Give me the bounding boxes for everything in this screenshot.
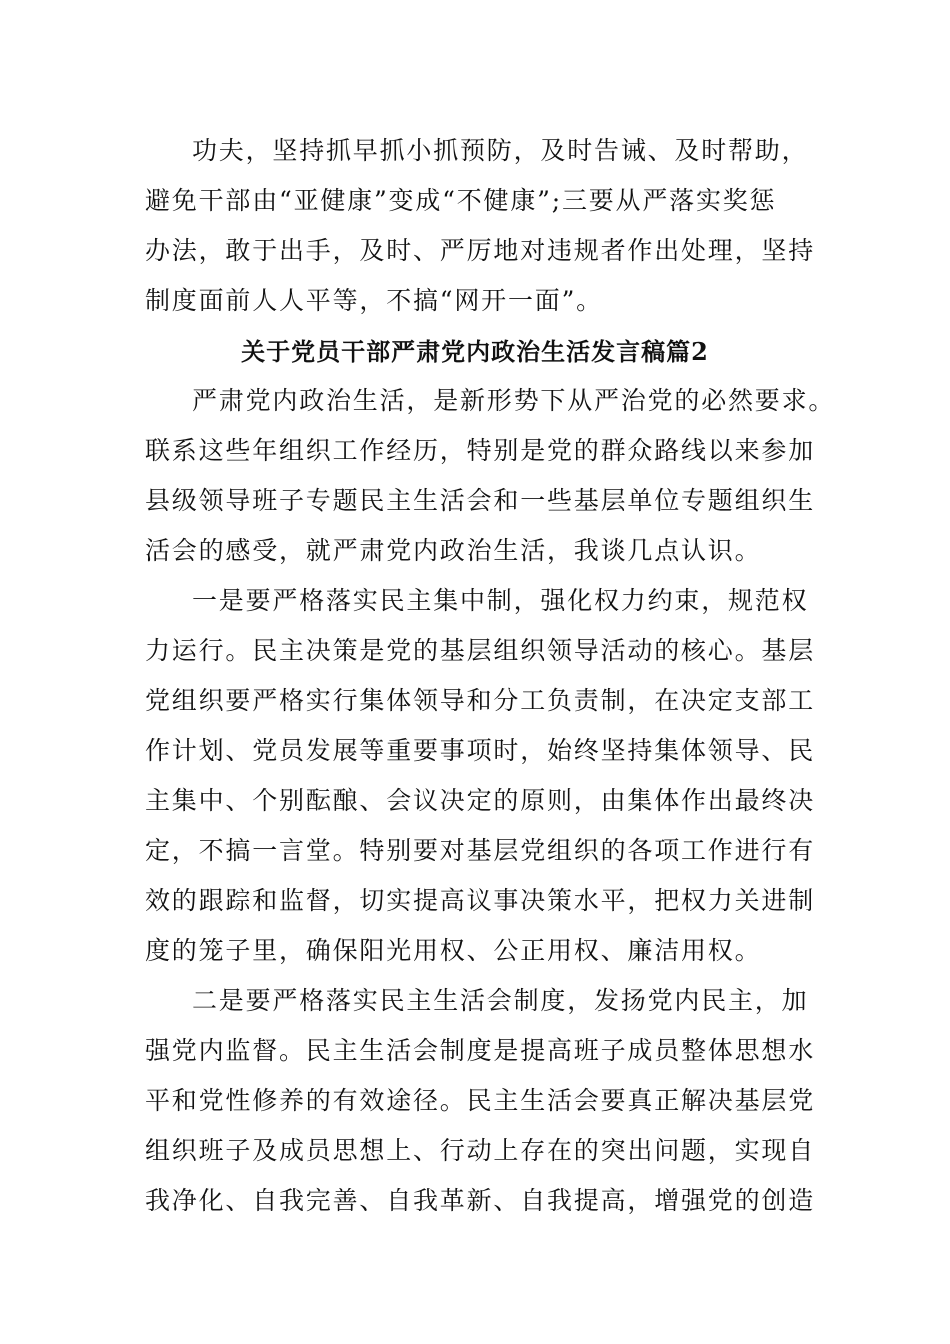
text-line: 县级领导班子专题民主生活会和一些基层单位专题组织生 bbox=[145, 486, 816, 515]
text-line: 主集中、个别酝酿、会议决定的原则，由集体作出最终决 bbox=[145, 786, 816, 815]
text-line: 定，不搞一言堂。特别要对基层党组织的各项工作进行有 bbox=[145, 836, 816, 865]
text-line: 一是要严格落实民主集中制，强化权力约束，规范权 bbox=[192, 586, 809, 615]
text-line: 平和党性修养的有效途径。民主生活会要真正解决基层党 bbox=[145, 1086, 816, 1115]
text-line: 组织班子及成员思想上、行动上存在的突出问题，实现自 bbox=[145, 1136, 816, 1165]
text-line: 力运行。民主决策是党的基层组织领导活动的核心。基层 bbox=[145, 636, 816, 665]
text-line: 效的跟踪和监督，切实提高议事决策水平，把权力关进制 bbox=[145, 886, 816, 915]
text-line: 功夫，坚持抓早抓小抓预防，及时告诫、及时帮助， bbox=[192, 136, 809, 165]
text-line: 严肃党内政治生活，是新形势下从严治党的必然要求。 bbox=[192, 386, 836, 415]
text-line: 作计划、党员发展等重要事项时，始终坚持集体领导、民 bbox=[145, 736, 816, 765]
text-line: 联系这些年组织工作经历，特别是党的群众路线以来参加 bbox=[145, 436, 816, 465]
text-line: 度的笼子里，确保阳光用权、公正用权、廉洁用权。 bbox=[145, 936, 762, 965]
text-line: 二是要严格落实民主生活会制度，发扬党内民主，加 bbox=[192, 986, 809, 1015]
text-line: 制度面前人人平等，不搞“网开一面”。 bbox=[145, 286, 603, 315]
section-title: 关于党员干部严肃党内政治生活发言稿篇2 bbox=[241, 337, 709, 366]
text-line: 强党内监督。民主生活会制度是提高班子成员整体思想水 bbox=[145, 1036, 816, 1065]
text-line: 避免干部由“亚健康”变成“不健康”;三要从严落实奖惩 bbox=[145, 186, 777, 215]
text-line: 活会的感受，就严肃党内政治生活，我谈几点认识。 bbox=[145, 536, 762, 565]
text-line: 我净化、自我完善、自我革新、自我提高，增强党的创造 bbox=[145, 1186, 816, 1215]
text-line: 党组织要严格实行集体领导和分工负责制，在决定支部工 bbox=[145, 686, 816, 715]
text-line: 办法，敢于出手，及时、严厉地对违规者作出处理，坚持 bbox=[145, 236, 816, 265]
